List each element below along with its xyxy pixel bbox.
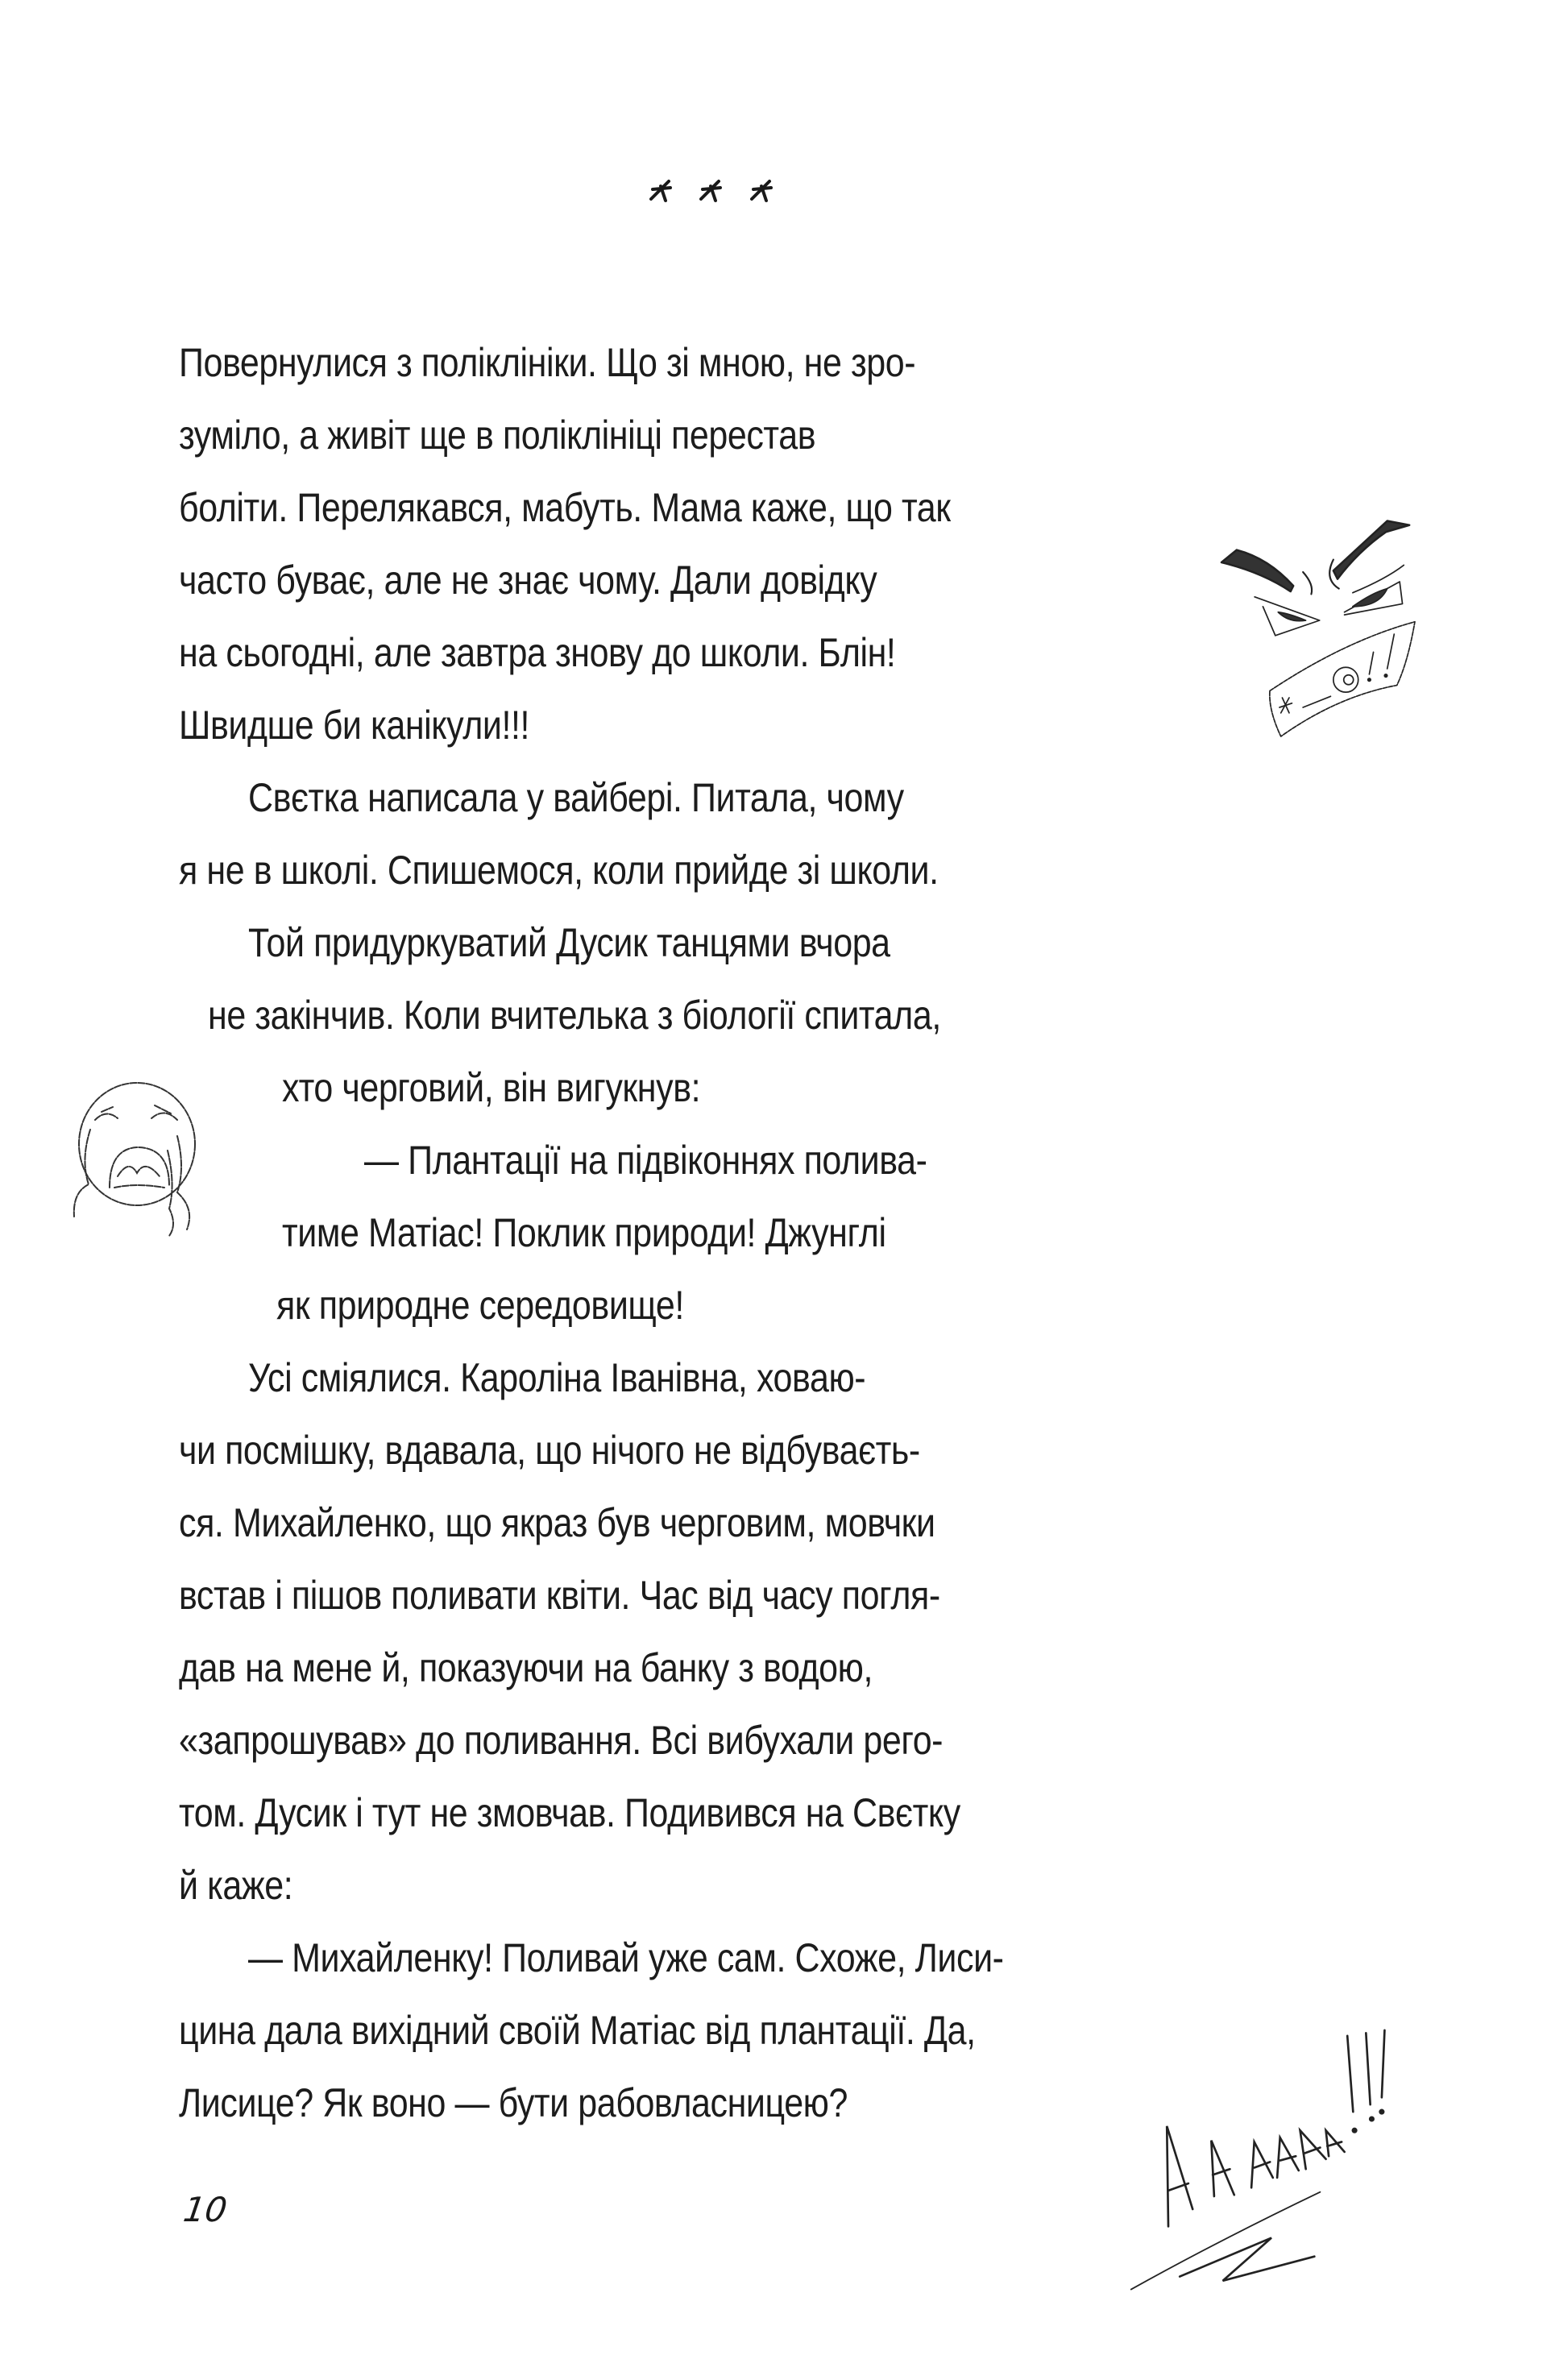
scream-doodle-icon xyxy=(1104,1990,1426,2312)
text-line: дав на мене й, показуючи на банку з водою, xyxy=(179,1645,873,1690)
text-line: «запрошував» до поливання. Всі вибухали рего- xyxy=(179,1718,944,1763)
section-separator-asterisks xyxy=(637,165,782,214)
page-number: 10 xyxy=(180,2190,230,2229)
text-line: — Михайленку! Поливай уже сам. Схоже, Лиси- xyxy=(248,1935,1004,1980)
text-line: Свєтка написала у вайбері. Питала, чому xyxy=(248,775,904,820)
text-line: хто черговий, він вигукнув: xyxy=(282,1065,701,1110)
text-line: ся. Михайленко, що якраз був черговим, мовчки xyxy=(179,1500,935,1545)
text-line: Усі сміялися. Кароліна Іванівна, ховаю- xyxy=(248,1355,866,1400)
text-line: цина дала вихідний своїй Матіас від плантації. Да, xyxy=(179,2008,976,2053)
text-line: встав і пішов поливати квіти. Час від часу погля- xyxy=(179,1573,940,1618)
text-line: Той придуркуватий Дусик танцями вчора xyxy=(248,920,890,965)
text-line: як природне середовище! xyxy=(276,1283,684,1328)
text-line: зуміло, а живіт ще в поліклініці перестав xyxy=(179,413,816,458)
text-line: не закінчив. Коли вчителька з біології спитала, xyxy=(208,993,941,1038)
text-line: Швидше би канікули!!! xyxy=(179,703,530,748)
text-line: й каже: xyxy=(179,1863,293,1908)
text-line: на сьогодні, але завтра знову до школи. Блін! xyxy=(179,630,896,675)
text-line: часто буває, але не знає чому. Дали довідку xyxy=(179,558,877,603)
angry-face-doodle-icon xyxy=(1192,475,1483,765)
crying-face-doodle-icon xyxy=(56,1064,218,1241)
text-line: Лисице? Як воно — бути рабовласницею? xyxy=(179,2080,848,2125)
text-line: я не в школі. Спишемося, коли прийде зі школи. xyxy=(179,848,939,893)
text-line: том. Дусик і тут не змовчав. Подивився на Свєтку xyxy=(179,1790,960,1835)
text-line: Повернулися з поліклініки. Що зі мною, не зро- xyxy=(179,340,916,385)
text-line: тиме Матіас! Поклик природи! Джунглі xyxy=(282,1210,886,1255)
text-line: — Плантації на підвіконнях полива- xyxy=(364,1138,927,1183)
text-line: боліти. Перелякався, мабуть. Мама каже, що так xyxy=(179,485,951,530)
text-line: чи посмішку, вдавала, що нічого не відбуваєть- xyxy=(179,1428,920,1473)
